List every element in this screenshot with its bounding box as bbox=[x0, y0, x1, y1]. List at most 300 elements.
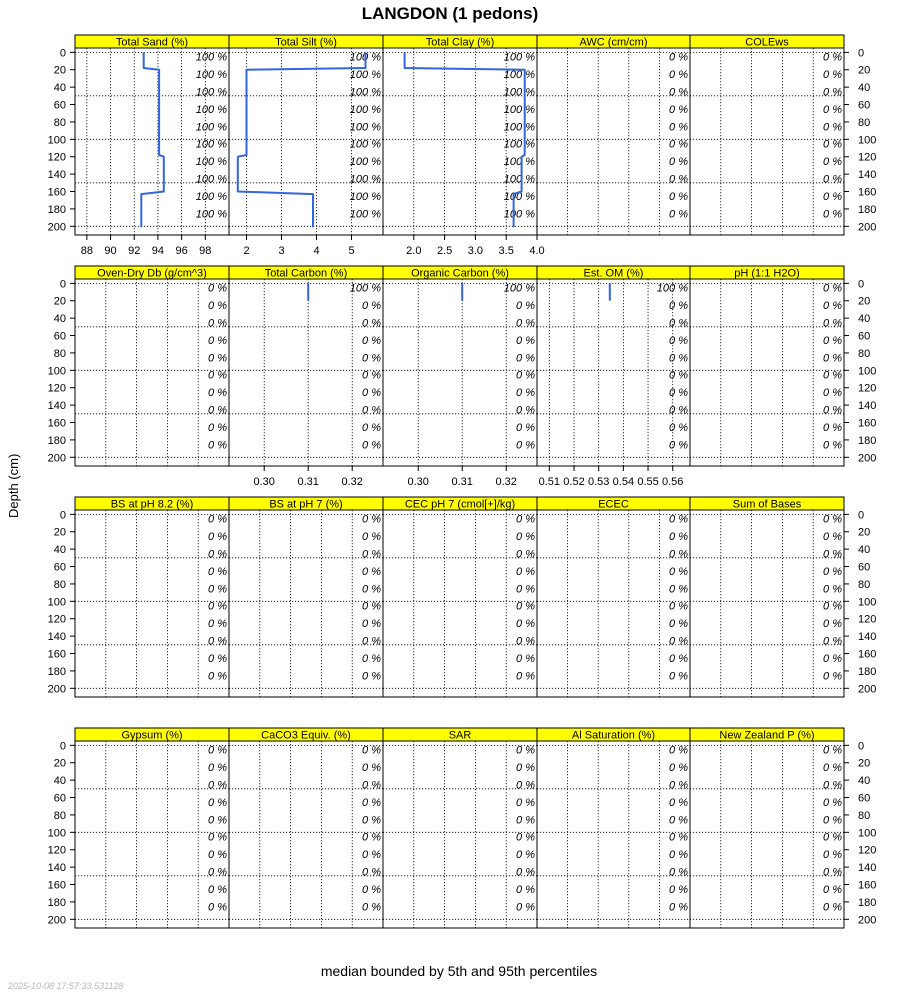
percent-label: 100 % bbox=[349, 282, 381, 295]
depth-tick-label: 180 bbox=[47, 665, 66, 678]
percent-label: 100 % bbox=[349, 51, 381, 64]
x-tick-label: 96 bbox=[175, 245, 188, 257]
depth-tick-label: 120 bbox=[858, 844, 877, 857]
depth-tick-label: 200 bbox=[858, 914, 877, 927]
percent-label: 0 % bbox=[823, 849, 842, 862]
percent-label: 0 % bbox=[669, 600, 688, 613]
percent-label: 0 % bbox=[516, 369, 535, 382]
percent-label: 0 % bbox=[516, 779, 535, 792]
percent-label: 100 % bbox=[503, 51, 535, 64]
percent-label: 0 % bbox=[823, 334, 842, 347]
depth-tick-label: 120 bbox=[858, 382, 877, 395]
panel bbox=[383, 728, 537, 928]
percent-label: 0 % bbox=[823, 421, 842, 434]
depth-tick-label: 120 bbox=[47, 382, 66, 395]
percent-label: 0 % bbox=[669, 779, 688, 792]
median-line bbox=[141, 52, 164, 227]
percent-label: 0 % bbox=[669, 387, 688, 400]
percent-label: 0 % bbox=[669, 670, 688, 683]
percent-label: 100 % bbox=[349, 138, 381, 151]
percent-label: 0 % bbox=[823, 86, 842, 99]
x-tick-label: 92 bbox=[128, 245, 141, 257]
depth-tick-label: 0 bbox=[59, 47, 66, 60]
x-tick-label: 2.0 bbox=[406, 245, 422, 257]
percent-label: 0 % bbox=[516, 387, 535, 400]
percent-label: 0 % bbox=[516, 352, 535, 365]
percent-label: 0 % bbox=[516, 670, 535, 683]
percent-label: 100 % bbox=[503, 69, 535, 82]
percent-label: 0 % bbox=[669, 744, 688, 757]
percent-label: 0 % bbox=[669, 762, 688, 775]
panel bbox=[383, 497, 537, 697]
percent-label: 0 % bbox=[362, 866, 381, 879]
panel bbox=[537, 497, 690, 697]
percent-label: 0 % bbox=[823, 883, 842, 896]
percent-label: 0 % bbox=[208, 600, 227, 613]
percent-label: 100 % bbox=[349, 103, 381, 116]
depth-tick-label: 160 bbox=[858, 879, 877, 892]
percent-label: 0 % bbox=[669, 421, 688, 434]
percent-label: 0 % bbox=[823, 317, 842, 330]
percent-label: 0 % bbox=[516, 404, 535, 417]
x-tick-label: 98 bbox=[199, 245, 212, 257]
percent-label: 0 % bbox=[823, 831, 842, 844]
percent-label: 0 % bbox=[362, 565, 381, 578]
depth-tick-label: 100 bbox=[858, 365, 877, 378]
percent-label: 0 % bbox=[823, 600, 842, 613]
depth-tick-label: 60 bbox=[53, 99, 66, 112]
percent-label: 100 % bbox=[195, 86, 227, 99]
x-tick-label: 0.32 bbox=[341, 476, 363, 488]
percent-label: 0 % bbox=[669, 86, 688, 99]
depth-tick-label: 120 bbox=[858, 151, 877, 164]
timestamp: 2025-10-08 17:57:33.531128 bbox=[8, 981, 124, 991]
percent-label: 0 % bbox=[208, 779, 227, 792]
depth-tick-label: 200 bbox=[47, 914, 66, 927]
median-line bbox=[238, 52, 366, 227]
percent-label: 100 % bbox=[195, 208, 227, 221]
depth-tick-label: 100 bbox=[47, 134, 66, 147]
percent-label: 100 % bbox=[195, 51, 227, 64]
percent-label: 0 % bbox=[362, 831, 381, 844]
percent-label: 0 % bbox=[823, 652, 842, 665]
panel bbox=[229, 728, 383, 928]
percent-label: 0 % bbox=[362, 387, 381, 400]
percent-label: 0 % bbox=[516, 744, 535, 757]
percent-label: 100 % bbox=[349, 173, 381, 186]
depth-tick-label: 100 bbox=[858, 827, 877, 840]
panel-frame bbox=[537, 741, 690, 928]
percent-label: 100 % bbox=[195, 138, 227, 151]
percent-label: 0 % bbox=[516, 866, 535, 879]
x-tick-label: 0.52 bbox=[563, 476, 585, 488]
depth-tick-label: 0 bbox=[858, 278, 865, 291]
percent-label: 0 % bbox=[208, 618, 227, 631]
panel-label: ECEC bbox=[598, 498, 629, 511]
depth-tick-label: 180 bbox=[858, 203, 877, 216]
percent-label: 0 % bbox=[516, 883, 535, 896]
percent-label: 0 % bbox=[208, 796, 227, 809]
percent-label: 100 % bbox=[195, 69, 227, 82]
percent-label: 0 % bbox=[669, 334, 688, 347]
depth-tick-label: 100 bbox=[858, 134, 877, 147]
depth-tick-label: 120 bbox=[47, 613, 66, 626]
percent-label: 0 % bbox=[362, 618, 381, 631]
percent-label: 100 % bbox=[503, 190, 535, 203]
percent-label: 0 % bbox=[823, 282, 842, 295]
percent-label: 0 % bbox=[208, 583, 227, 596]
percent-label: 0 % bbox=[362, 352, 381, 365]
percent-label: 0 % bbox=[669, 814, 688, 827]
panel-row-4 bbox=[48, 728, 877, 928]
depth-tick-label: 140 bbox=[47, 169, 66, 182]
percent-label: 0 % bbox=[362, 369, 381, 382]
depth-tick-label: 160 bbox=[858, 648, 877, 661]
depth-tick-label: 180 bbox=[858, 434, 877, 447]
percent-label: 0 % bbox=[823, 190, 842, 203]
depth-tick-label: 40 bbox=[53, 313, 66, 326]
percent-label: 0 % bbox=[669, 138, 688, 151]
percent-label: 0 % bbox=[669, 121, 688, 134]
depth-tick-label: 120 bbox=[47, 151, 66, 164]
percent-label: 100 % bbox=[349, 121, 381, 134]
depth-tick-label: 0 bbox=[858, 47, 865, 60]
percent-label: 0 % bbox=[823, 565, 842, 578]
x-tick-label: 4.0 bbox=[529, 245, 545, 257]
percent-label: 0 % bbox=[669, 69, 688, 82]
percent-label: 0 % bbox=[516, 300, 535, 313]
panel-frame bbox=[537, 48, 690, 235]
percent-label: 100 % bbox=[349, 69, 381, 82]
depth-tick-label: 20 bbox=[858, 757, 871, 770]
percent-label: 0 % bbox=[208, 548, 227, 561]
percent-label: 0 % bbox=[669, 796, 688, 809]
depth-tick-label: 100 bbox=[47, 827, 66, 840]
panel-label: SAR bbox=[448, 729, 472, 742]
depth-tick-label: 0 bbox=[59, 509, 66, 522]
percent-label: 0 % bbox=[823, 439, 842, 452]
depth-tick-label: 40 bbox=[858, 82, 871, 95]
percent-label: 0 % bbox=[516, 831, 535, 844]
depth-tick-label: 40 bbox=[53, 82, 66, 95]
depth-tick-label: 200 bbox=[47, 683, 66, 696]
percent-label: 0 % bbox=[823, 51, 842, 64]
percent-label: 100 % bbox=[195, 173, 227, 186]
panel-row-1 bbox=[48, 35, 877, 257]
depth-tick-label: 160 bbox=[47, 879, 66, 892]
percent-label: 0 % bbox=[516, 531, 535, 544]
percent-label: 0 % bbox=[362, 814, 381, 827]
panel bbox=[383, 266, 537, 466]
panel-frame bbox=[690, 279, 844, 466]
panel-label: Total Clay (%) bbox=[425, 36, 495, 49]
percent-label: 0 % bbox=[208, 831, 227, 844]
depth-tick-label: 60 bbox=[53, 330, 66, 343]
percent-label: 0 % bbox=[516, 513, 535, 526]
percent-label: 0 % bbox=[823, 866, 842, 879]
percent-label: 0 % bbox=[362, 670, 381, 683]
percent-label: 0 % bbox=[669, 190, 688, 203]
percent-label: 0 % bbox=[208, 670, 227, 683]
depth-tick-label: 80 bbox=[53, 347, 66, 360]
x-tick-label: 0.30 bbox=[253, 476, 275, 488]
y-axis-label: Depth (cm) bbox=[6, 453, 21, 518]
percent-label: 0 % bbox=[669, 866, 688, 879]
panel-frame bbox=[229, 741, 383, 928]
depth-tick-label: 200 bbox=[47, 452, 66, 465]
percent-label: 0 % bbox=[669, 51, 688, 64]
panel bbox=[537, 266, 690, 466]
depth-tick-label: 180 bbox=[47, 896, 66, 909]
panel bbox=[537, 728, 690, 928]
percent-label: 0 % bbox=[823, 352, 842, 365]
depth-tick-label: 100 bbox=[858, 596, 877, 609]
percent-label: 0 % bbox=[669, 635, 688, 648]
percent-label: 0 % bbox=[362, 583, 381, 596]
depth-tick-label: 100 bbox=[47, 365, 66, 378]
panel-label: Est. OM (%) bbox=[583, 267, 644, 280]
panel bbox=[690, 35, 844, 235]
x-tick-label: 3.5 bbox=[498, 245, 514, 257]
depth-tick-label: 60 bbox=[858, 330, 871, 343]
percent-label: 100 % bbox=[195, 103, 227, 116]
depth-tick-label: 160 bbox=[47, 186, 66, 199]
panel-label: Total Sand (%) bbox=[115, 36, 189, 49]
depth-tick-label: 40 bbox=[858, 313, 871, 326]
percent-label: 0 % bbox=[823, 618, 842, 631]
percent-label: 0 % bbox=[823, 670, 842, 683]
panel-frame bbox=[690, 510, 844, 697]
percent-label: 0 % bbox=[823, 513, 842, 526]
panel bbox=[690, 728, 844, 928]
percent-label: 0 % bbox=[516, 317, 535, 330]
depth-tick-label: 40 bbox=[53, 544, 66, 557]
percent-label: 0 % bbox=[208, 317, 227, 330]
percent-label: 0 % bbox=[669, 439, 688, 452]
depth-tick-label: 40 bbox=[858, 775, 871, 788]
percent-label: 0 % bbox=[669, 208, 688, 221]
percent-label: 0 % bbox=[208, 352, 227, 365]
percent-label: 100 % bbox=[503, 173, 535, 186]
percent-label: 0 % bbox=[362, 744, 381, 757]
depth-tick-label: 120 bbox=[47, 844, 66, 857]
percent-label: 0 % bbox=[669, 901, 688, 914]
panel-label: Gypsum (%) bbox=[121, 729, 183, 742]
depth-tick-label: 60 bbox=[858, 561, 871, 574]
percent-label: 0 % bbox=[823, 901, 842, 914]
percent-label: 0 % bbox=[823, 369, 842, 382]
depth-tick-label: 160 bbox=[47, 417, 66, 430]
percent-label: 0 % bbox=[208, 652, 227, 665]
panel-label: CaCO3 Equiv. (%) bbox=[261, 729, 351, 742]
percent-label: 0 % bbox=[669, 103, 688, 116]
percent-label: 0 % bbox=[362, 404, 381, 417]
x-tick-label: 0.30 bbox=[407, 476, 429, 488]
percent-label: 100 % bbox=[503, 282, 535, 295]
percent-label: 0 % bbox=[362, 513, 381, 526]
percent-label: 0 % bbox=[362, 600, 381, 613]
panel-frame bbox=[383, 510, 537, 697]
depth-tick-label: 160 bbox=[858, 186, 877, 199]
percent-label: 0 % bbox=[823, 103, 842, 116]
panel-frame bbox=[75, 279, 229, 466]
percent-label: 0 % bbox=[823, 69, 842, 82]
percent-label: 0 % bbox=[362, 652, 381, 665]
panel-frame bbox=[229, 279, 383, 466]
percent-label: 0 % bbox=[516, 548, 535, 561]
percent-label: 0 % bbox=[823, 779, 842, 792]
x-tick-label: 2.5 bbox=[436, 245, 453, 257]
percent-label: 0 % bbox=[516, 421, 535, 434]
depth-tick-label: 0 bbox=[858, 740, 865, 753]
percent-label: 0 % bbox=[823, 156, 842, 169]
panel-frame bbox=[75, 741, 229, 928]
percent-label: 0 % bbox=[362, 901, 381, 914]
percent-label: 100 % bbox=[503, 138, 535, 151]
x-tick-label: 3 bbox=[278, 245, 285, 257]
depth-tick-label: 20 bbox=[53, 526, 66, 539]
percent-label: 0 % bbox=[362, 548, 381, 561]
x-tick-label: 0.31 bbox=[297, 476, 319, 488]
x-tick-label: 0.51 bbox=[538, 476, 561, 488]
percent-label: 0 % bbox=[823, 814, 842, 827]
panel-frame bbox=[690, 741, 844, 928]
depth-tick-label: 40 bbox=[858, 544, 871, 557]
panel bbox=[229, 35, 383, 235]
percent-label: 100 % bbox=[349, 208, 381, 221]
percent-label: 0 % bbox=[516, 334, 535, 347]
panel-label: Organic Carbon (%) bbox=[411, 267, 509, 280]
panel-frame bbox=[383, 279, 537, 466]
panel-frame bbox=[383, 741, 537, 928]
depth-tick-label: 160 bbox=[47, 648, 66, 661]
percent-label: 0 % bbox=[208, 531, 227, 544]
percent-label: 0 % bbox=[516, 583, 535, 596]
x-tick-label: 94 bbox=[151, 245, 165, 257]
percent-label: 0 % bbox=[516, 762, 535, 775]
depth-tick-label: 180 bbox=[47, 434, 66, 447]
percent-label: 0 % bbox=[362, 317, 381, 330]
percent-label: 0 % bbox=[823, 208, 842, 221]
depth-tick-label: 140 bbox=[858, 400, 877, 413]
panel-frame bbox=[75, 510, 229, 697]
depth-tick-label: 180 bbox=[47, 203, 66, 216]
panel-frame bbox=[537, 279, 690, 466]
depth-tick-label: 200 bbox=[858, 683, 877, 696]
percent-label: 0 % bbox=[362, 883, 381, 896]
percent-label: 0 % bbox=[669, 173, 688, 186]
percent-label: 0 % bbox=[208, 334, 227, 347]
depth-tick-label: 20 bbox=[53, 64, 66, 77]
panel bbox=[75, 497, 229, 697]
depth-tick-label: 0 bbox=[59, 278, 66, 291]
percent-label: 0 % bbox=[669, 513, 688, 526]
percent-label: 0 % bbox=[208, 282, 227, 295]
depth-tick-label: 140 bbox=[858, 862, 877, 875]
panel bbox=[383, 35, 537, 235]
depth-tick-label: 180 bbox=[858, 896, 877, 909]
percent-label: 0 % bbox=[669, 652, 688, 665]
chart-subtitle: median bounded by 5th and 95th percentiles bbox=[320, 963, 598, 979]
percent-label: 0 % bbox=[208, 421, 227, 434]
x-tick-label: 88 bbox=[80, 245, 93, 257]
panel-label: New Zealand P (%) bbox=[719, 729, 815, 742]
depth-tick-label: 200 bbox=[858, 452, 877, 465]
percent-label: 0 % bbox=[362, 796, 381, 809]
depth-tick-label: 40 bbox=[53, 775, 66, 788]
percent-label: 100 % bbox=[349, 156, 381, 169]
panel bbox=[75, 35, 229, 235]
percent-label: 0 % bbox=[823, 583, 842, 596]
depth-tick-label: 60 bbox=[858, 792, 871, 805]
percent-label: 0 % bbox=[208, 762, 227, 775]
depth-tick-label: 140 bbox=[858, 169, 877, 182]
percent-label: 0 % bbox=[669, 156, 688, 169]
depth-tick-label: 0 bbox=[858, 509, 865, 522]
percent-label: 0 % bbox=[669, 404, 688, 417]
percent-label: 0 % bbox=[669, 548, 688, 561]
percent-label: 0 % bbox=[208, 744, 227, 757]
depth-tick-label: 180 bbox=[858, 665, 877, 678]
percent-label: 0 % bbox=[362, 635, 381, 648]
panel-label: BS at pH 8.2 (%) bbox=[110, 498, 194, 511]
depth-tick-label: 140 bbox=[47, 631, 66, 644]
percent-label: 0 % bbox=[669, 317, 688, 330]
percent-label: 0 % bbox=[208, 883, 227, 896]
percent-label: 0 % bbox=[516, 652, 535, 665]
depth-tick-label: 80 bbox=[53, 578, 66, 591]
percent-label: 0 % bbox=[362, 779, 381, 792]
depth-tick-label: 20 bbox=[53, 757, 66, 770]
chart-title: LANGDON (1 pedons) bbox=[361, 4, 539, 23]
percent-label: 0 % bbox=[516, 849, 535, 862]
percent-label: 100 % bbox=[656, 282, 688, 295]
depth-tick-label: 80 bbox=[858, 809, 871, 822]
percent-label: 100 % bbox=[195, 190, 227, 203]
depth-tick-label: 0 bbox=[59, 740, 66, 753]
panel-row-3 bbox=[48, 497, 877, 697]
depth-tick-label: 80 bbox=[858, 578, 871, 591]
x-tick-label: 4 bbox=[313, 245, 320, 257]
panel-label: COLEws bbox=[745, 36, 789, 49]
percent-label: 0 % bbox=[208, 849, 227, 862]
panel-label: Sum of Bases bbox=[732, 498, 802, 511]
percent-label: 0 % bbox=[362, 439, 381, 452]
percent-label: 0 % bbox=[362, 421, 381, 434]
panel bbox=[75, 728, 229, 928]
depth-tick-label: 80 bbox=[858, 347, 871, 360]
panel-label: CEC pH 7 (cmol[+]/kg) bbox=[404, 498, 516, 511]
x-tick-label: 0.53 bbox=[587, 476, 610, 488]
panel-label: BS at pH 7 (%) bbox=[269, 498, 343, 511]
percent-label: 0 % bbox=[208, 901, 227, 914]
percent-label: 0 % bbox=[669, 369, 688, 382]
percent-label: 0 % bbox=[516, 618, 535, 631]
x-tick-label: 2 bbox=[243, 245, 250, 257]
percent-label: 0 % bbox=[823, 121, 842, 134]
depth-tick-label: 160 bbox=[858, 417, 877, 430]
percent-label: 0 % bbox=[669, 583, 688, 596]
depth-tick-label: 60 bbox=[53, 792, 66, 805]
panel-frame bbox=[229, 510, 383, 697]
percent-label: 0 % bbox=[823, 548, 842, 561]
percent-label: 100 % bbox=[349, 190, 381, 203]
depth-tick-label: 120 bbox=[858, 613, 877, 626]
panel-label: pH (1:1 H2O) bbox=[734, 267, 800, 280]
panel bbox=[229, 497, 383, 697]
depth-tick-label: 80 bbox=[53, 809, 66, 822]
percent-label: 0 % bbox=[516, 814, 535, 827]
